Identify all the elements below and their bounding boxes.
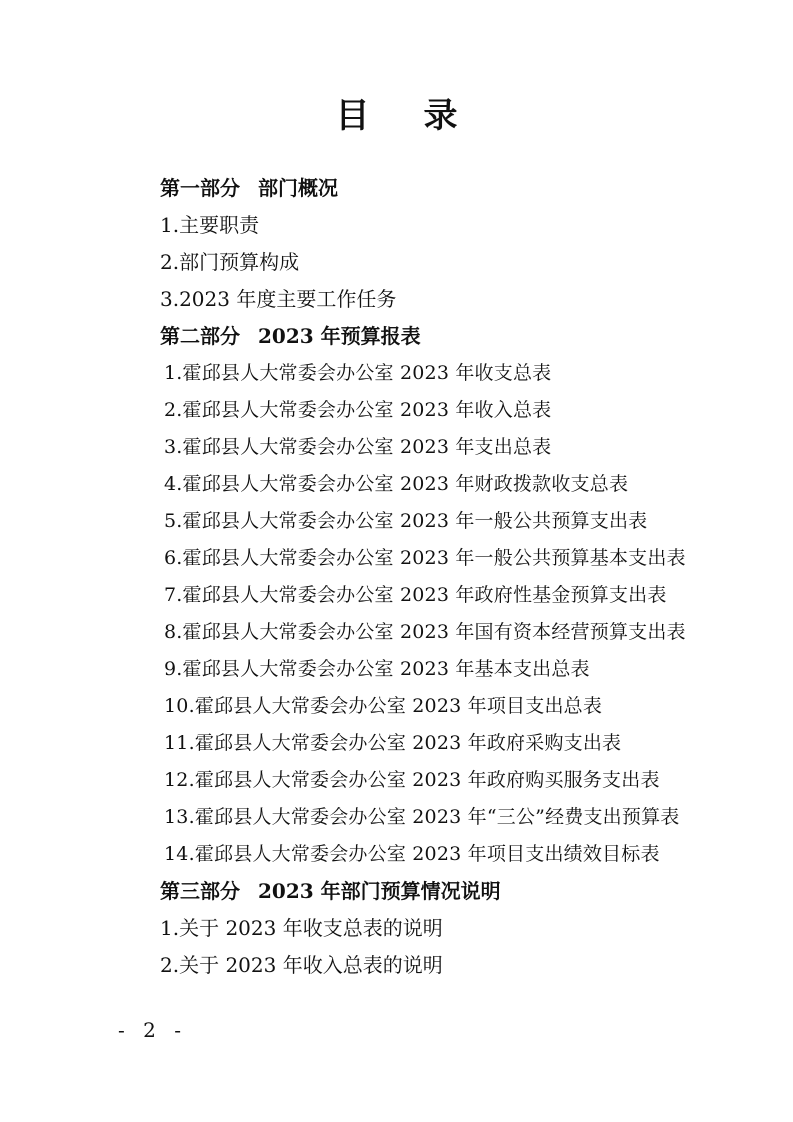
toc-item: 1.关于 2023 年收支总表的说明 xyxy=(160,916,443,940)
toc-section-3 xyxy=(160,873,760,910)
section-label: 第一部分 xyxy=(160,176,240,200)
toc-section-1 xyxy=(160,170,760,207)
toc-item: 3.2023 年度主要工作任务 xyxy=(160,287,397,311)
toc-item: 2.霍邱县人大常委会办公室 2023 年收入总表 xyxy=(164,399,552,421)
page-title xyxy=(0,88,793,137)
toc-item: 4.霍邱县人大常委会办公室 2023 年财政拨款收支总表 xyxy=(164,473,629,495)
toc-item: 2.关于 2023 年收入总表的说明 xyxy=(160,953,443,977)
toc-item: 9.霍邱县人大常委会办公室 2023 年基本支出总表 xyxy=(164,658,590,680)
toc-item: 3.霍邱县人大常委会办公室 2023 年支出总表 xyxy=(164,436,552,458)
toc-item: 5.霍邱县人大常委会办公室 2023 年一般公共预算支出表 xyxy=(164,510,648,532)
section-label: 第二部分 xyxy=(160,324,240,348)
table-of-contents xyxy=(160,170,760,984)
section-name: 部门概况 xyxy=(258,176,338,200)
title-char-2: 录 xyxy=(423,96,458,136)
toc-item: 6.霍邱县人大常委会办公室 2023 年一般公共预算基本支出表 xyxy=(164,547,686,569)
toc-item: 1.主要职责 xyxy=(160,213,260,237)
toc-item: 13.霍邱县人大常委会办公室 2023 年“三公”经费支出预算表 xyxy=(164,806,680,828)
section-label: 第三部分 xyxy=(160,879,240,903)
toc-item: 11.霍邱县人大常委会办公室 2023 年政府采购支出表 xyxy=(164,732,622,754)
section-name: 2023 年部门预算情况说明 xyxy=(258,879,501,903)
toc-item: 12.霍邱县人大常委会办公室 2023 年政府购买服务支出表 xyxy=(164,769,660,791)
toc-item: 14.霍邱县人大常委会办公室 2023 年项目支出绩效目标表 xyxy=(164,843,660,865)
section-name: 2023 年预算报表 xyxy=(258,324,421,348)
title-char-1: 目 xyxy=(335,96,370,136)
toc-section-2 xyxy=(160,318,760,355)
toc-item: 2.部门预算构成 xyxy=(160,250,300,274)
toc-item: 7.霍邱县人大常委会办公室 2023 年政府性基金预算支出表 xyxy=(164,584,667,606)
toc-item: 1.霍邱县人大常委会办公室 2023 年收支总表 xyxy=(164,362,552,384)
page-number: - 2 - xyxy=(118,1018,187,1042)
toc-item: 8.霍邱县人大常委会办公室 2023 年国有资本经营预算支出表 xyxy=(164,621,686,643)
toc-item: 10.霍邱县人大常委会办公室 2023 年项目支出总表 xyxy=(164,695,603,717)
